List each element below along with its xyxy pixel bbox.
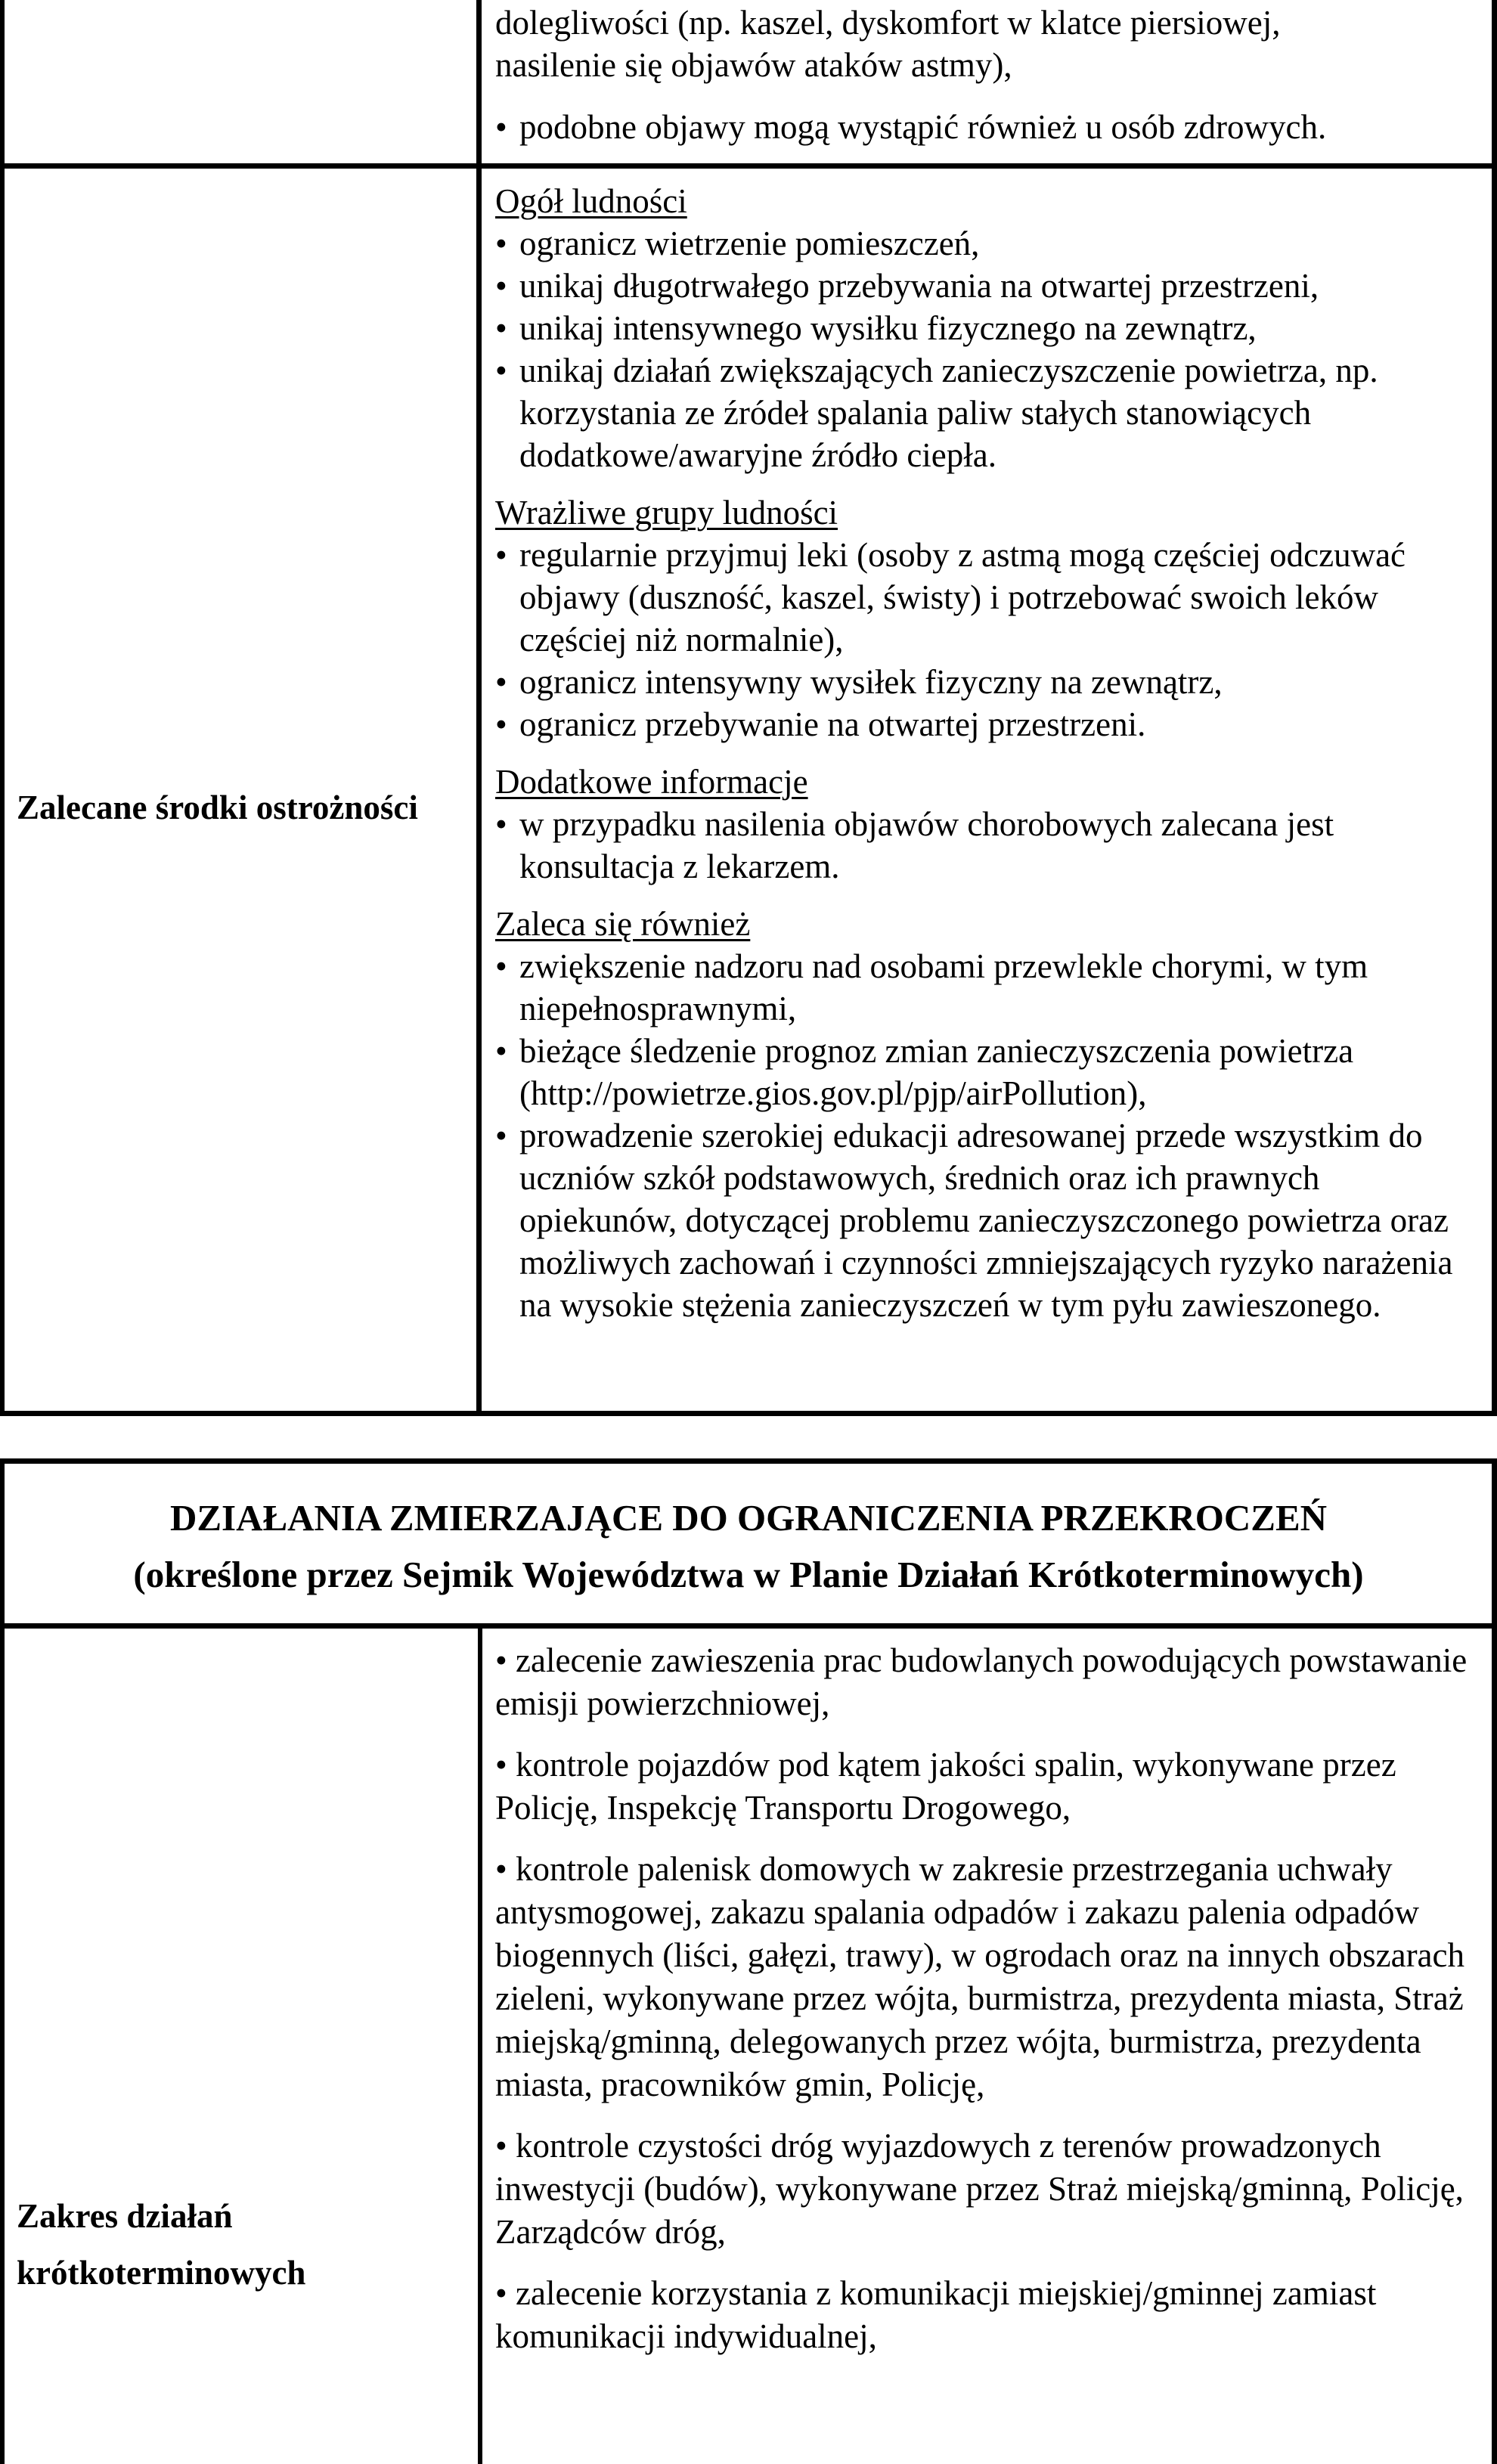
list-item: • kontrole czystości dróg wyjazdowych z terenów prowadzonych inwestycji (budów), wykonywane przez Straż miejską/gminną, Policję, Zarządców dróg,: [495, 2127, 1464, 2251]
list-item: • ogranicz intensywny wysiłek fizyczny na zewnątrz,: [495, 661, 1482, 703]
bullet-icon: •: [495, 536, 507, 574]
table2-header-divider: [0, 1623, 1497, 1629]
table1-right-border: [1492, 0, 1497, 1416]
bullet-icon: •: [495, 805, 507, 843]
table1-row2-content: [495, 180, 1482, 1341]
list-item: • bieżące śledzenie prognoz zmian zanieczyszczenia powietrza (http://powietrze.gios.gov.pl/pjp/airPollution),: [495, 1030, 1482, 1114]
list-item: • ogranicz wietrzenie pomieszczeń,: [495, 222, 1482, 265]
table2-column-divider: [478, 1623, 482, 2464]
list-item: • zalecenie zawieszenia prac budowlanych powodujących powstawanie emisji powierzchniowej,: [495, 1641, 1468, 1722]
bullet-icon: •: [495, 705, 507, 743]
row-label-line2: krótkoterminowych: [17, 2254, 306, 2292]
list-item: • unikaj działań zwiększających zanieczyszczenie powietrza, np. korzystania ze źródeł spalania paliw stałych stanowiących dodatkowe/awaryjne źródło ciepła.: [495, 349, 1482, 476]
list-item: • unikaj długotrwałego przebywania na otwartej przestrzeni,: [495, 265, 1482, 307]
table2-left-border: [0, 1458, 5, 2464]
list-item: • zwiększenie nadzoru nad osobami przewlekle chorymi, w tym niepełnosprawnymi,: [495, 945, 1482, 1030]
list-item: • unikaj intensywnego wysiłku fizycznego na zewnątrz,: [495, 307, 1482, 349]
table1-left-border: [0, 0, 5, 1416]
group-heading: Dodatkowe informacje: [495, 763, 808, 801]
list-item: • w przypadku nasilenia objawów chorobowych zalecana jest konsultacja z lekarzem.: [495, 803, 1482, 888]
row-label-precautions: Zalecane środki ostrożności: [17, 789, 418, 826]
group-heading: Zaleca się również: [495, 905, 751, 943]
table2-top-border: [0, 1458, 1497, 1464]
group-also-recommended: [495, 903, 1482, 1326]
bullet-icon: •: [495, 352, 507, 389]
bullet-icon: •: [495, 1117, 507, 1155]
group-general-population: [495, 180, 1482, 476]
bullet-icon: •: [495, 663, 507, 701]
table1-column-divider: [476, 0, 482, 1416]
bullet-icon: •: [495, 309, 507, 347]
bullet-icon: •: [495, 267, 507, 305]
continuation-line: dolegliwości (np. kaszel, dyskomfort w klatce piersiowej,: [495, 4, 1281, 42]
bullet-icon: •: [495, 1746, 507, 1784]
bullet-icon: •: [495, 947, 507, 985]
list-item: • prowadzenie szerokiej edukacji adresowanej przede wszystkim do uczniów szkół podstawowych, średnich oraz ich prawnych opiekunów, dotyczącej problemu zanieczyszczonego powietrza oraz możliwych zachowań i czynności zmniejszających ryzyko narażenia na wysokie stężenia zanieczyszczeń w tym pyłu zawieszonego.: [495, 1114, 1482, 1326]
list-item: • zalecenie korzystania z komunikacji miejskiej/gminnej zamiast komunikacji indywidualnej,: [495, 2274, 1377, 2355]
bullet-icon: •: [495, 1032, 507, 1070]
group-sensitive-population: [495, 491, 1482, 745]
table1-row1-content: [495, 2, 1478, 148]
table2-actions-content: [495, 1639, 1478, 2376]
section-subtitle: (określone przez Sejmik Województwa w Planie Działań Krótkoterminowych): [133, 1554, 1364, 1595]
list-item: • kontrole pojazdów pod kątem jakości spalin, wykonywane przez Policję, Inspekcję Transportu Drogowego,: [495, 1746, 1396, 1827]
list-item: • podobne objawy mogą wystąpić również u osób zdrowych.: [495, 106, 1478, 148]
continuation-line: nasilenie się objawów ataków astmy),: [495, 46, 1012, 84]
bullet-icon: •: [495, 108, 507, 146]
list-item: • regularnie przyjmuj leki (osoby z astmą mogą częściej odczuwać objawy (duszność, kaszel, świsty) i potrzebować swoich leków częściej niż normalnie),: [495, 534, 1482, 661]
row-label-line1: Zakres działań: [17, 2197, 233, 2235]
section-title: DZIAŁANIA ZMIERZAJĄCE DO OGRANICZENIA PRZEKROCZEŃ: [169, 1497, 1328, 1539]
table1-bottom-border: [0, 1411, 1497, 1416]
group-heading: Ogół ludności: [495, 182, 687, 220]
list-item: • kontrole palenisk domowych w zakresie przestrzegania uchwały antysmogowej, zakazu spalania odpadów i zakazu palenia odpadów biogennych (liści, gałęzi, trawy), w ogrodach oraz na innych obszarach zieleni, wykonywane przez wójta, burmistrza, prezydenta miasta, Straż miejską/gminną, delegowanych przez wójta, burmistrza, prezydenta miasta, pracowników gmin, Policję,: [495, 1850, 1464, 2103]
bullet-icon: •: [495, 225, 507, 262]
bullet-icon: •: [495, 1641, 507, 1679]
group-additional-info: [495, 761, 1482, 888]
bullet-icon: •: [495, 1850, 507, 1888]
table2-right-border: [1492, 1458, 1497, 2464]
bullet-icon: •: [495, 2274, 507, 2312]
bullet-icon: •: [495, 2127, 507, 2165]
table1-row-divider: [0, 163, 1497, 169]
group-heading: Wrażliwe grupy ludności: [495, 494, 838, 532]
list-item: • ogranicz przebywanie na otwartej przestrzeni.: [495, 703, 1482, 745]
